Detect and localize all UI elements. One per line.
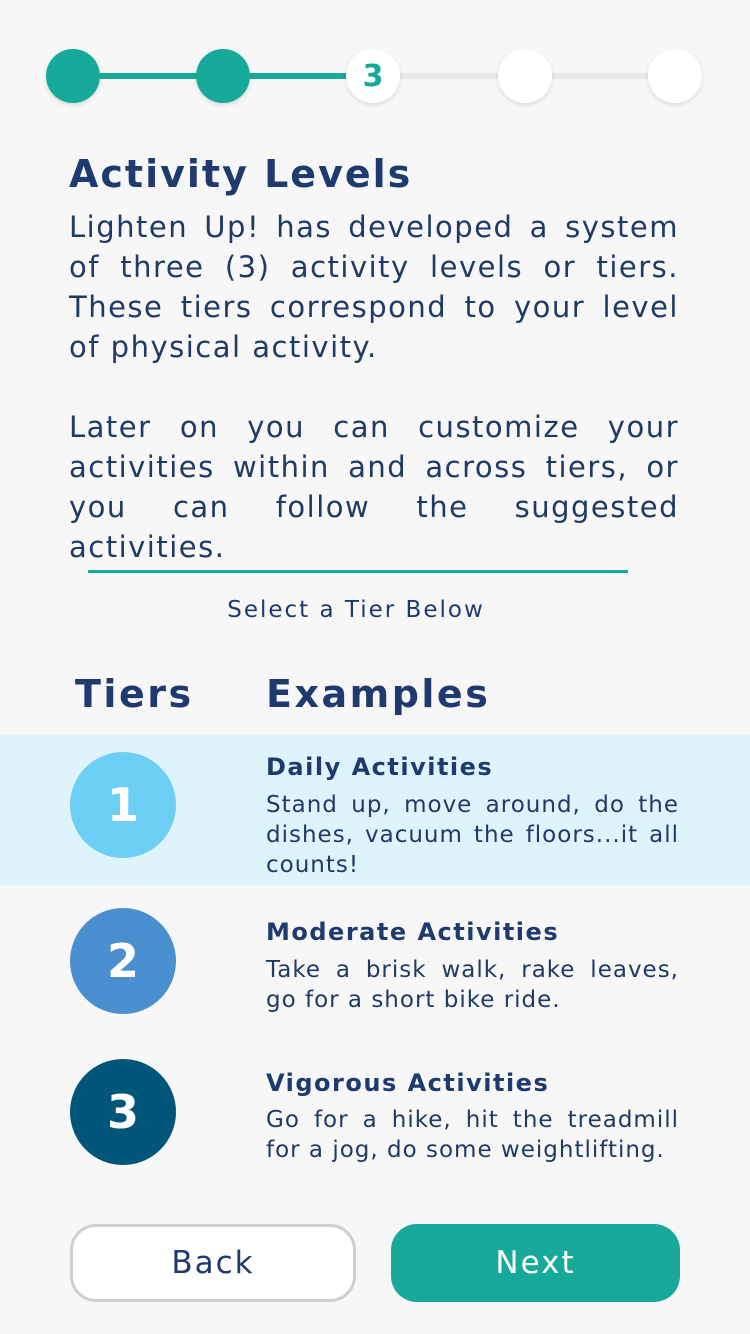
tier-3-number: 3 xyxy=(106,1085,139,1139)
tiers-column-header: Tiers xyxy=(75,672,194,716)
step-4-dot xyxy=(498,49,552,103)
step-connector-2 xyxy=(250,73,350,79)
tier-row-3[interactable] xyxy=(0,1035,750,1185)
step-connector-3 xyxy=(400,73,500,79)
next-button[interactable]: Next xyxy=(391,1224,680,1302)
tier-3-badge xyxy=(70,1059,176,1165)
select-tier-prompt: Select a Tier Below xyxy=(227,597,485,623)
intro-paragraph-2: Later on you can customize your activities within and across tiers, or you can follow the suggested activities. xyxy=(69,410,679,564)
tier-2-badge xyxy=(70,908,176,1014)
step-5-dot xyxy=(648,49,702,103)
tier-row-2[interactable] xyxy=(0,885,750,1035)
step-1-dot xyxy=(46,49,100,103)
tier-2-description: Take a brisk walk, rake leaves, go for a short bike ride. xyxy=(266,957,679,1013)
tier-row-1[interactable] xyxy=(0,735,750,885)
tier-1-badge xyxy=(70,752,176,858)
tier-1-description: Stand up, move around, do the dishes, vacuum the floors...it all counts! xyxy=(266,792,679,878)
tier-2-name: Moderate Activities xyxy=(266,918,560,946)
step-3-dot xyxy=(346,49,400,103)
intro-paragraph-1: Lighten Up! has developed a system of three (3) activity levels or tiers. These tiers correspond to your level of physical activity. xyxy=(69,210,679,364)
tier-3-name: Vigorous Activities xyxy=(266,1069,550,1097)
section-divider xyxy=(88,570,628,573)
step-2-dot xyxy=(196,49,250,103)
current-step-number: 3 xyxy=(362,58,384,94)
step-connector-1 xyxy=(100,73,200,79)
examples-column-header: Examples xyxy=(266,672,491,716)
tier-2-number: 2 xyxy=(106,934,139,988)
back-button[interactable]: Back xyxy=(70,1224,356,1302)
progress-stepper xyxy=(0,0,750,130)
tier-1-number: 1 xyxy=(106,778,139,832)
step-connector-4 xyxy=(550,73,650,79)
tier-3-description: Go for a hike, hit the treadmill for a jog, do some weightlifting. xyxy=(266,1107,679,1163)
tier-1-name: Daily Activities xyxy=(266,753,494,781)
page-title: Activity Levels xyxy=(69,152,413,196)
